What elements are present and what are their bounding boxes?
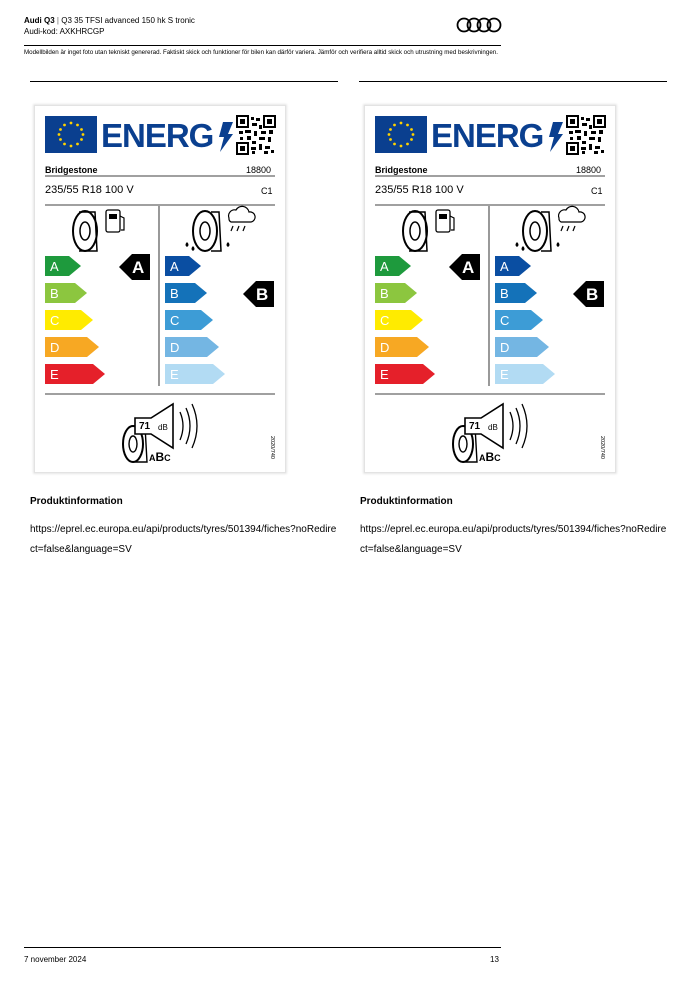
model-variant: Q3 35 TFSI advanced 150 hk S tronic	[61, 16, 195, 25]
column-divider-left	[30, 81, 338, 82]
product-info-heading: Produktinformation	[360, 496, 453, 507]
wet-rating-letter: B	[586, 285, 599, 304]
fuel-efficiency-icon	[73, 210, 124, 251]
wet-grip-icon	[186, 206, 256, 251]
lightning-icon	[219, 122, 233, 152]
footer-divider	[24, 947, 501, 948]
fuel-grade-a: A	[50, 259, 59, 274]
noise-class-c: C	[494, 453, 501, 463]
wet-rating-letter: B	[256, 285, 269, 304]
fuel-grade-b: B	[380, 286, 389, 301]
wet-grade-c: C	[500, 313, 510, 328]
audi-rings-logo	[456, 16, 502, 34]
wet-grade-c: C	[170, 313, 180, 328]
article-number: 18800	[246, 165, 272, 175]
energy-wordmark: ENERG	[431, 117, 544, 154]
document-title	[24, 16, 195, 25]
wet-grip-icon	[516, 206, 586, 251]
model-name: Audi Q3	[24, 16, 55, 25]
tyre-energy-label	[34, 105, 286, 473]
article-number: 18800	[576, 165, 602, 175]
product-info-heading: Produktinformation	[30, 496, 123, 507]
column-divider-right	[359, 81, 667, 82]
fuel-grade-e: E	[380, 367, 389, 382]
fuel-grade-d: D	[50, 340, 60, 355]
tyre-brand: Bridgestone	[375, 165, 428, 175]
fuel-efficiency-icon	[403, 210, 454, 251]
wet-grade-e: E	[170, 367, 179, 382]
noise-class-c: C	[164, 453, 171, 463]
fuel-grade-e: E	[50, 367, 59, 382]
regulation-number: 2020/740	[599, 436, 605, 459]
footer-date: 7 november 2024	[24, 955, 87, 964]
qr-code-icon	[567, 116, 605, 154]
lightning-icon	[549, 122, 563, 152]
wet-grade-d: D	[500, 340, 510, 355]
wet-grade-b: B	[170, 286, 179, 301]
eu-flag-icon	[45, 116, 97, 153]
fuel-grade-d: D	[380, 340, 390, 355]
tyre-class: C1	[591, 186, 603, 196]
tyre-size: 235/55 R18 100 V	[375, 184, 464, 196]
product-info-link[interactable]: https://eprel.ec.europa.eu/api/products/tyres/501394/fiches?noRedirect=false&language=SV	[30, 524, 337, 555]
wet-grade-a: A	[500, 259, 509, 274]
noise-unit: dB	[158, 423, 168, 432]
product-info-link[interactable]: https://eprel.ec.europa.eu/api/products/tyres/501394/fiches?noRedirect=false&language=SV	[360, 524, 667, 555]
noise-class-a: A	[149, 453, 156, 463]
noise-class	[149, 450, 171, 464]
wet-grade-d: D	[170, 340, 180, 355]
wet-grade-a: A	[170, 259, 179, 274]
energy-label-graphic	[35, 106, 285, 472]
noise-class	[479, 450, 501, 464]
title-separator: |	[56, 16, 59, 25]
tyre-class: C1	[261, 186, 273, 196]
eu-flag-icon	[375, 116, 427, 153]
noise-class-b: B	[155, 450, 165, 464]
noise-class-b: B	[485, 450, 495, 464]
fuel-grade-a: A	[380, 259, 389, 274]
disclaimer-text: Modellbilden är inget foto utan tekniskt genererad. Faktiskt skick och funktioner för bilen kan därför variera. Jämför och verifiera alltid skick och utrustning med beskrivningen.	[24, 49, 498, 56]
wet-grade-b: B	[500, 286, 509, 301]
fuel-rating-letter: A	[462, 258, 475, 277]
audi-code: Audi-kod: AXKHRCGP	[24, 27, 105, 36]
tyre-brand: Bridgestone	[45, 165, 98, 175]
fuel-grade-c: C	[50, 313, 60, 328]
tyre-size: 235/55 R18 100 V	[45, 184, 134, 196]
regulation-number: 2020/740	[269, 436, 275, 459]
noise-class-a: A	[479, 453, 486, 463]
page-number: 13	[490, 955, 499, 964]
fuel-rating-letter: A	[132, 258, 145, 277]
tyre-energy-label	[364, 105, 616, 473]
header-divider	[24, 45, 501, 46]
noise-value: 71	[139, 421, 151, 432]
fuel-grade-b: B	[50, 286, 59, 301]
fuel-grade-c: C	[380, 313, 390, 328]
qr-code-icon	[237, 116, 275, 154]
noise-unit: dB	[488, 423, 498, 432]
wet-grade-e: E	[500, 367, 509, 382]
energy-label-graphic	[365, 106, 615, 472]
noise-value: 71	[469, 421, 481, 432]
energy-wordmark: ENERG	[101, 117, 214, 154]
